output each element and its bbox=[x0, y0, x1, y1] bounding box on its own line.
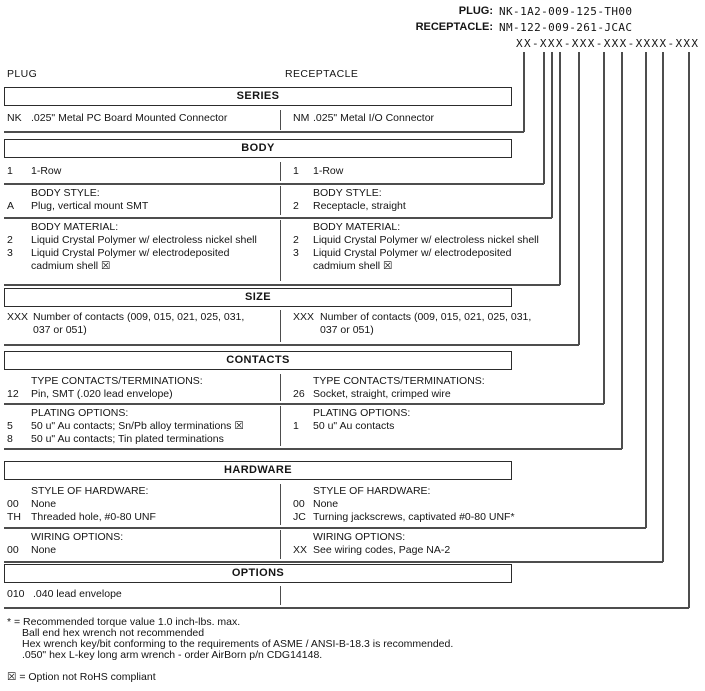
rule-options-bottom bbox=[4, 607, 689, 609]
size-plug-code: XXX bbox=[7, 311, 29, 323]
contacts-section-title: CONTACTS bbox=[4, 351, 512, 370]
size-row bbox=[0, 311, 705, 324]
column-divider-body-style bbox=[280, 186, 281, 215]
connector-options bbox=[688, 52, 690, 608]
body-style-heading-row bbox=[0, 187, 705, 200]
body-material-receptacle-code: 3 bbox=[293, 247, 299, 259]
wiring-heading-row bbox=[0, 531, 705, 544]
options-row bbox=[0, 588, 705, 601]
column-divider-options bbox=[280, 586, 281, 605]
footnote-ball-end: Ball end hex wrench not recommended bbox=[22, 627, 205, 639]
contacts-type-heading-right: TYPE CONTACTS/TERMINATIONS: bbox=[313, 375, 485, 387]
column-divider-size bbox=[280, 310, 281, 342]
hardware-style-plug-code: TH bbox=[7, 511, 21, 523]
plating-plug-desc: 50 u" Au contacts; Sn/Pb alloy terminations ☒ bbox=[31, 420, 244, 432]
column-divider-body-material bbox=[280, 220, 281, 281]
body-style-plug-code: A bbox=[7, 200, 15, 212]
body-style-row bbox=[0, 200, 705, 213]
connector-plating bbox=[621, 52, 623, 449]
body-material-plug-desc: Liquid Crystal Polymer w/ electroless nickel shell bbox=[31, 234, 257, 246]
body-material-plug-code: 3 bbox=[7, 247, 13, 259]
connector-wiring bbox=[662, 52, 664, 562]
body-style-heading-left: BODY STYLE: bbox=[31, 187, 100, 199]
wiring-receptacle-code: XX bbox=[293, 544, 308, 556]
body-material-row-2-wrap bbox=[0, 260, 705, 273]
hardware-style-receptacle-code: 00 bbox=[293, 498, 305, 510]
series-row bbox=[0, 112, 705, 125]
rule-plating-bottom bbox=[4, 448, 622, 450]
wiring-receptacle-desc: See wiring codes, Page NA-2 bbox=[313, 544, 451, 556]
column-divider-series bbox=[280, 110, 281, 130]
body-row-receptacle-desc: 1-Row bbox=[313, 165, 344, 177]
connector-body-row bbox=[543, 52, 545, 184]
body-style-receptacle-code: 2 bbox=[293, 200, 299, 212]
size-receptacle-desc-wrap: 037 or 051) bbox=[320, 324, 374, 336]
body-material-plug-desc: Liquid Crystal Polymer w/ electrodeposited bbox=[31, 247, 230, 259]
connector-series bbox=[523, 52, 525, 132]
plating-heading-right: PLATING OPTIONS: bbox=[313, 407, 411, 419]
body-section-title: BODY bbox=[4, 139, 512, 158]
wiring-plug-code: 00 bbox=[7, 544, 19, 556]
hardware-style-heading-right: STYLE OF HARDWARE: bbox=[313, 485, 431, 497]
receptacle-part-number-value: NM-122-009-261-JCAC bbox=[499, 21, 633, 34]
body-style-receptacle-desc: Receptacle, straight bbox=[313, 200, 406, 212]
footnote-torque: * = Recommended torque value 1.0 inch-lbs. max. bbox=[7, 616, 241, 628]
body-material-plug-desc-wrap: cadmium shell ☒ bbox=[31, 260, 111, 272]
body-style-heading-right: BODY STYLE: bbox=[313, 187, 382, 199]
receptacle-column-header: RECEPTACLE bbox=[285, 68, 359, 80]
contacts-type-plug-desc: Pin, SMT (.020 lead envelope) bbox=[31, 388, 173, 400]
footnote-l-key: .050" hex L-key long arm wrench - order AirBorn p/n CDG14148. bbox=[22, 649, 323, 661]
wiring-row bbox=[0, 544, 705, 557]
body-material-heading-row bbox=[0, 221, 705, 234]
hardware-style-receptacle-desc: None bbox=[313, 498, 339, 510]
body-material-receptacle-desc: Liquid Crystal Polymer w/ electrodeposited bbox=[313, 247, 512, 259]
contacts-type-heading-row bbox=[0, 375, 705, 388]
column-divider-contacts-type bbox=[280, 374, 281, 401]
contacts-type-receptacle-code: 26 bbox=[293, 388, 305, 400]
plating-row-1 bbox=[0, 420, 705, 433]
size-receptacle-desc: Number of contacts (009, 015, 021, 025, 031, bbox=[320, 311, 532, 323]
plug-part-number-label: PLUG: bbox=[458, 5, 493, 17]
size-row-wrap bbox=[0, 324, 705, 337]
body-material-receptacle-desc-wrap: cadmium shell ☒ bbox=[313, 260, 393, 272]
connector-hardware-style bbox=[645, 52, 647, 528]
connector-size bbox=[578, 52, 580, 345]
plating-receptacle-desc: 50 u" Au contacts bbox=[313, 420, 395, 432]
plating-row-2 bbox=[0, 433, 705, 446]
hardware-style-plug-desc: None bbox=[31, 498, 57, 510]
contacts-type-receptacle-desc: Socket, straight, crimped wire bbox=[313, 388, 451, 400]
rule-hardware-style-bottom bbox=[4, 527, 646, 529]
series-receptacle-desc: .025" Metal I/O Connector bbox=[313, 112, 435, 124]
plating-heading-left: PLATING OPTIONS: bbox=[31, 407, 129, 419]
hardware-style-heading-left: STYLE OF HARDWARE: bbox=[31, 485, 149, 497]
hardware-style-receptacle-code: JC bbox=[293, 511, 306, 523]
body-material-receptacle-desc: Liquid Crystal Polymer w/ electroless nickel shell bbox=[313, 234, 539, 246]
plug-part-number-value: NK-1A2-009-125-TH00 bbox=[499, 5, 633, 18]
plating-heading-row bbox=[0, 407, 705, 420]
series-plug-desc: .025" Metal PC Board Mounted Connector bbox=[31, 112, 228, 124]
rule-body-row-bottom bbox=[4, 183, 544, 185]
hardware-section-title: HARDWARE bbox=[4, 461, 512, 480]
column-divider-hardware-style bbox=[280, 484, 281, 525]
wiring-heading-left: WIRING OPTIONS: bbox=[31, 531, 124, 543]
body-material-row-2 bbox=[0, 247, 705, 260]
rule-size-bottom bbox=[4, 344, 579, 346]
size-plug-desc: Number of contacts (009, 015, 021, 025, 031, bbox=[33, 311, 245, 323]
wiring-heading-right: WIRING OPTIONS: bbox=[313, 531, 406, 543]
series-receptacle-code: NM bbox=[293, 112, 310, 124]
rule-series-bottom bbox=[4, 131, 524, 133]
hardware-style-row-1 bbox=[0, 498, 705, 511]
column-divider-body-row bbox=[280, 162, 281, 181]
body-row-plug-code: 1 bbox=[7, 165, 13, 177]
contacts-type-row bbox=[0, 388, 705, 401]
options-plug-desc: .040 lead envelope bbox=[33, 588, 122, 600]
plating-plug-desc: 50 u" Au contacts; Tin plated terminations bbox=[31, 433, 224, 445]
series-plug-code: NK bbox=[7, 112, 22, 124]
body-row-plug-desc: 1-Row bbox=[31, 165, 62, 177]
column-divider-plating bbox=[280, 406, 281, 446]
connector-body-material bbox=[559, 52, 561, 285]
hardware-style-row-2 bbox=[0, 511, 705, 524]
hardware-style-plug-desc: Threaded hole, #0-80 UNF bbox=[31, 511, 156, 523]
rule-body-style-bottom bbox=[4, 217, 552, 219]
receptacle-part-number-label: RECEPTACLE: bbox=[415, 21, 493, 33]
body-row bbox=[0, 165, 705, 178]
footnote-rohs: ☒ = Option not RoHS compliant bbox=[7, 671, 156, 683]
rule-body-material-bottom bbox=[4, 284, 560, 286]
body-material-heading-left: BODY MATERIAL: bbox=[31, 221, 119, 233]
connector-contacts-type bbox=[603, 52, 605, 404]
hardware-style-receptacle-desc: Turning jackscrews, captivated #0-80 UNF* bbox=[313, 511, 515, 523]
rule-wiring-bottom bbox=[4, 561, 663, 563]
size-section-title: SIZE bbox=[4, 288, 512, 307]
plating-plug-code: 5 bbox=[7, 420, 13, 432]
body-row-receptacle-code: 1 bbox=[293, 165, 299, 177]
body-material-receptacle-code: 2 bbox=[293, 234, 299, 246]
series-section-title: SERIES bbox=[4, 87, 512, 106]
body-material-row-1 bbox=[0, 234, 705, 247]
size-plug-desc-wrap: 037 or 051) bbox=[33, 324, 87, 336]
contacts-type-heading-left: TYPE CONTACTS/TERMINATIONS: bbox=[31, 375, 203, 387]
size-receptacle-code: XXX bbox=[293, 311, 315, 323]
plating-receptacle-code: 1 bbox=[293, 420, 299, 432]
options-section-title: OPTIONS bbox=[4, 564, 512, 583]
footnote-hex-wrench: Hex wrench key/bit conforming to the requirements of ASME / ANSI-B-18.3 is recommended. bbox=[22, 638, 454, 650]
body-style-plug-desc: Plug, vertical mount SMT bbox=[31, 200, 149, 212]
options-plug-code: 010 bbox=[7, 588, 25, 600]
plating-plug-code: 8 bbox=[7, 433, 13, 445]
plug-column-header: PLUG bbox=[7, 68, 38, 80]
hardware-style-plug-code: 00 bbox=[7, 498, 19, 510]
body-material-heading-right: BODY MATERIAL: bbox=[313, 221, 401, 233]
part-number-code-mask: XX-XXX-XXX-XXX-XXXX-XXX bbox=[516, 37, 700, 50]
rule-contacts-type-bottom bbox=[4, 403, 604, 405]
wiring-plug-desc: None bbox=[31, 544, 57, 556]
connector-body-style bbox=[551, 52, 553, 218]
body-material-plug-code: 2 bbox=[7, 234, 13, 246]
hardware-style-heading-row bbox=[0, 485, 705, 498]
contacts-type-plug-code: 12 bbox=[7, 388, 19, 400]
column-divider-wiring bbox=[280, 530, 281, 559]
